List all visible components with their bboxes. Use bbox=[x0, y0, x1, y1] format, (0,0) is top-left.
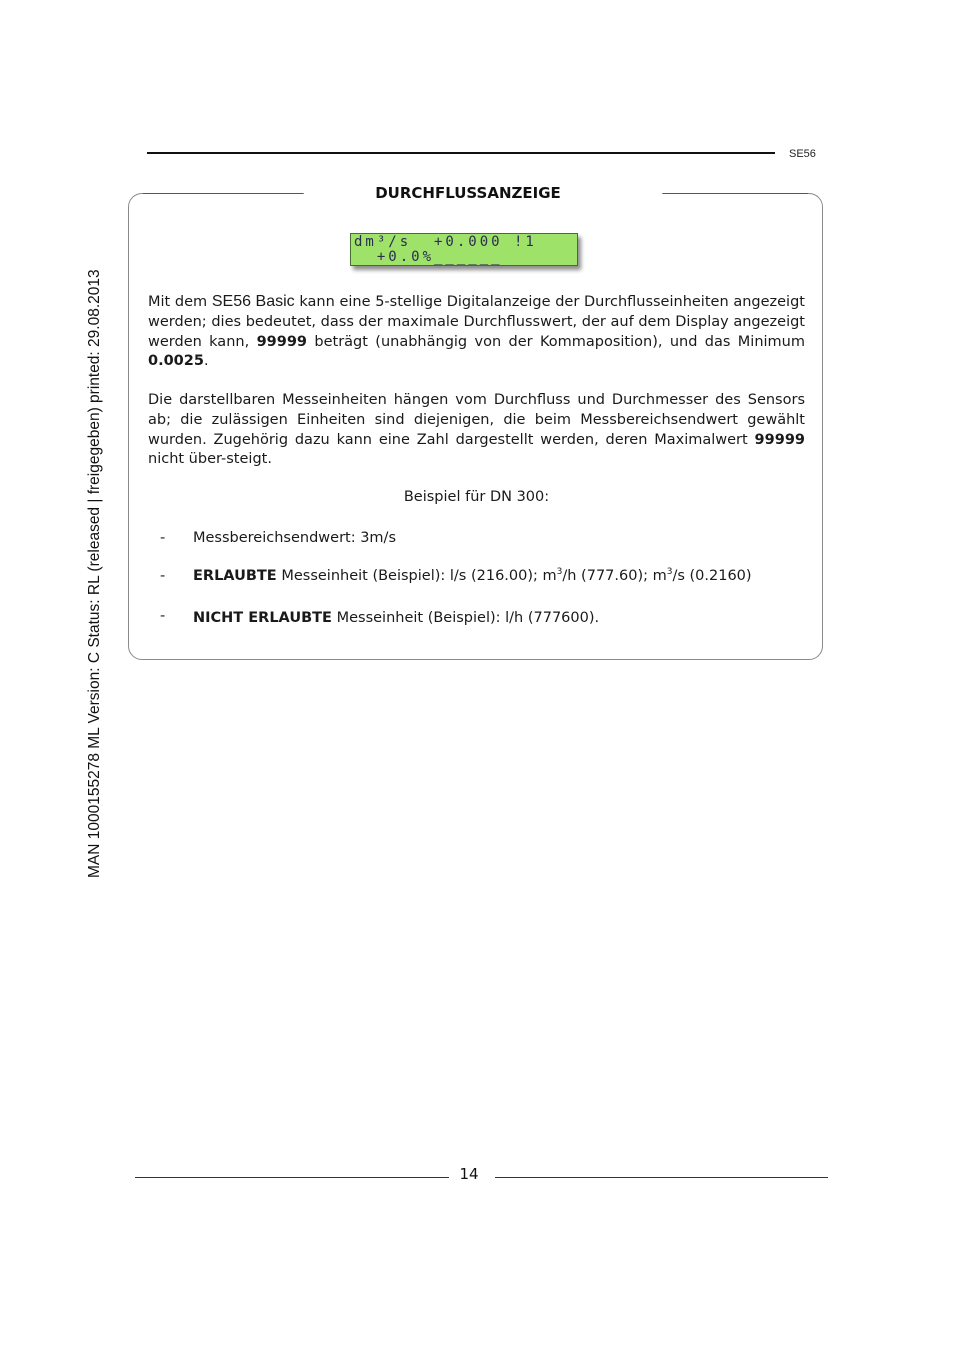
header-rule bbox=[147, 152, 775, 154]
footer-rule-right bbox=[495, 1177, 828, 1178]
page-number: 14 bbox=[459, 1165, 479, 1183]
bullet-marker: - bbox=[160, 608, 166, 624]
paragraph-display-range: Mit dem SE56 Basic kann eine 5-stellige Digitalanzeige der Durchflusseinheiten angezeigt werden; dies bedeutet, dass der maximale Durchflusswert, der auf dem Display angezeigt werden kann, 99999 beträgt (unabhängig von der Kommaposition), und das Minimum 0.0025. bbox=[148, 293, 805, 370]
bullet-allowed-units: ERLAUBTE Messeinheit (Beispiel): l/s (216.00); $m^3/h$ (777.60); $m^3/s$ (0.2160) bbox=[193, 567, 752, 584]
section-title: DURCHFLUSSANZEIGE bbox=[375, 184, 561, 202]
title-rule-left bbox=[143, 193, 303, 194]
bullet-marker: - bbox=[160, 530, 166, 546]
bullet-range-end: Messbereichsendwert: 3m/s bbox=[193, 530, 396, 546]
footer-rule-left bbox=[135, 1177, 449, 1178]
product-name: SE56 Basic bbox=[211, 293, 295, 310]
max-value-2: 99999 bbox=[754, 431, 805, 448]
lcd-line-1: dm³/s +0.000 !1 bbox=[354, 234, 537, 250]
example-title: Beispiel für DN 300: bbox=[403, 489, 550, 505]
paragraph-units: Die darstellbaren Messeinheiten hängen vom Durchfluss und Durchmesser des Sensors ab; die zulässigen Einheiten sind diejenigen, die beim Messbereichsendwert gewählt wurden. Zugehörig dazu kann eine Zahl dargestellt werden, deren Maximalwert 99999 nicht über-steigt. bbox=[148, 392, 805, 468]
bullet-not-allowed-units: NICHT ERLAUBTE Messeinheit (Beispiel): l/h (777600). bbox=[193, 610, 600, 626]
bullet-marker: - bbox=[160, 568, 166, 584]
document-side-label: MAN 1000155278 ML Version: C Status: RL (released | freigegeben) printed: 29.08.2013 bbox=[86, 269, 103, 878]
title-rule-right bbox=[663, 193, 808, 194]
header-model-tag: SE56 bbox=[789, 148, 816, 160]
lcd-line-2: +0.0%______ bbox=[354, 249, 503, 265]
lcd-display bbox=[350, 233, 578, 266]
min-value: 0.0025 bbox=[148, 353, 204, 370]
max-value: 99999 bbox=[256, 333, 308, 350]
